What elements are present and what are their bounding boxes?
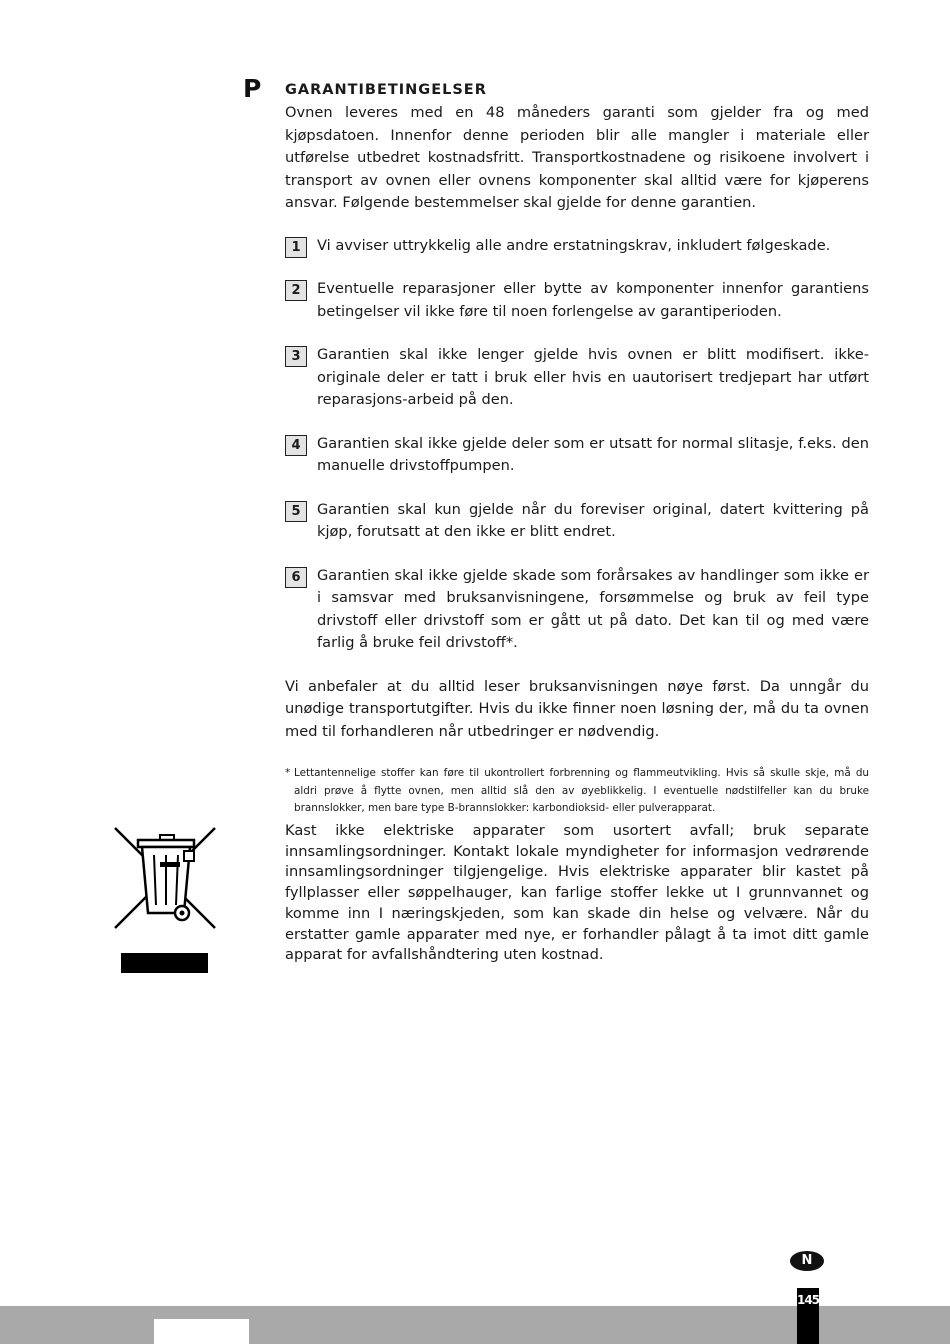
term-text: Garantien skal ikke lenger gjelde hvis ovnen er blitt modifisert. ikke-originale deler er tatt i bruk eller hvis en uautorisert tredjepart har utført reparasjons-arbeid på den. — [317, 346, 869, 408]
warranty-intro: Ovnen leveres med en 48 måneders garanti som gjelder fra og med kjøpsdatoen. Innenfor denne perioden blir alle mangler i materiale eller utførelse utbedret kostnadsfritt. Transportkostnadene og risikoene involvert i transport av ovnen eller ovnens komponenter skal alltid være for kjøperens ansvar. Følgende bestemmelser skal gjelde for denne garantien. — [285, 104, 869, 211]
warranty-term — [285, 565, 869, 655]
footer-white-block — [154, 1319, 249, 1344]
term-number-box: 4 — [285, 435, 307, 456]
recommendation-paragraph: Vi anbefaler at du alltid leser bruksanvisningen nøye først. Da unngår du unødige transportutgifter. Hvis du ikke finner noen løsning der, må du ta ovnen med til forhandleren når utbedringer er nødvendig. — [285, 677, 869, 740]
section-letter: P — [243, 74, 262, 103]
term-number-box: 2 — [285, 280, 307, 301]
term-text: Garantien skal ikke gjelde deler som er utsatt for normal slitasje, f.eks. den manuelle drivstoffpumpen. — [317, 434, 869, 474]
term-number-box: 3 — [285, 346, 307, 367]
term-text: Garantien skal ikke gjelde skade som forårsakes av handlinger som ikke er i samsvar med bruksanvisningene, forsømmelse og bruk av feil type drivstoff eller drivstoff som er gått ut på dato. Det kan til og med være farlig å bruke feil drivstoff*. — [317, 566, 869, 651]
warranty-section — [285, 82, 869, 818]
term-number-box: 6 — [285, 567, 307, 588]
term-text: Eventuelle reparasjoner eller bytte av komponenter innenfor garantiens betingelser vil ikke føre til noen forlengelse av garantiperioden. — [317, 280, 869, 320]
warranty-term — [285, 433, 869, 478]
footnote-marker: * — [285, 767, 291, 779]
warranty-term — [285, 235, 869, 258]
term-text: Vi avviser uttrykkelig alle andre erstatningskrav, inkludert følgeskade. — [317, 236, 831, 254]
term-number-box: 1 — [285, 237, 307, 258]
footnote-text: Lettantennelige stoffer kan føre til ukontrollert forbrenning og flammeutvikling. Hvis så skulle skje, må du aldri prøve å flytte ovnen, men alltid slå den av øyeblikkelig. I eventuelle nødstilfeller kan du bruke brannslokker, men bare type B-brannslokker: karbondioksid- eller pulverapparat. — [294, 767, 869, 814]
term-number-box: 5 — [285, 501, 307, 522]
term-text: Garantien skal kun gjelde når du foreviser original, datert kvittering på kjøp, forutsatt at den ikke er blitt endret. — [317, 500, 869, 540]
warranty-heading: GARANTIBETINGELSER — [285, 82, 487, 98]
warranty-terms-list — [285, 235, 869, 655]
crossed-out-wheelie-bin-icon — [112, 825, 218, 931]
footnote — [285, 765, 869, 818]
page-number: 145 — [796, 1293, 820, 1307]
language-badge: N — [790, 1251, 824, 1271]
disposal-paragraph: Kast ikke elektriske apparater som usortert avfall; bruk separate innsamlingsordninger. Kontakt lokale myndigheter for informasjon vedrørende innsamlingsordninger tilgjengelige. Hvis elektriske apparater blir kastet på fyllplasser eller søppelhauger, kan farlige stoffer lekke ut I grunnvannet og komme inn I næringskjeden, som kan skade din helse og velvære. Når du erstatter gamle apparater med nye, er forhandler pålagt å ta imot ditt gamle apparat for avfallshåndtering uten kostnad. — [285, 822, 869, 964]
warranty-term — [285, 278, 869, 323]
warranty-term — [285, 499, 869, 544]
warranty-term — [285, 344, 869, 412]
weee-black-bar — [121, 953, 208, 973]
